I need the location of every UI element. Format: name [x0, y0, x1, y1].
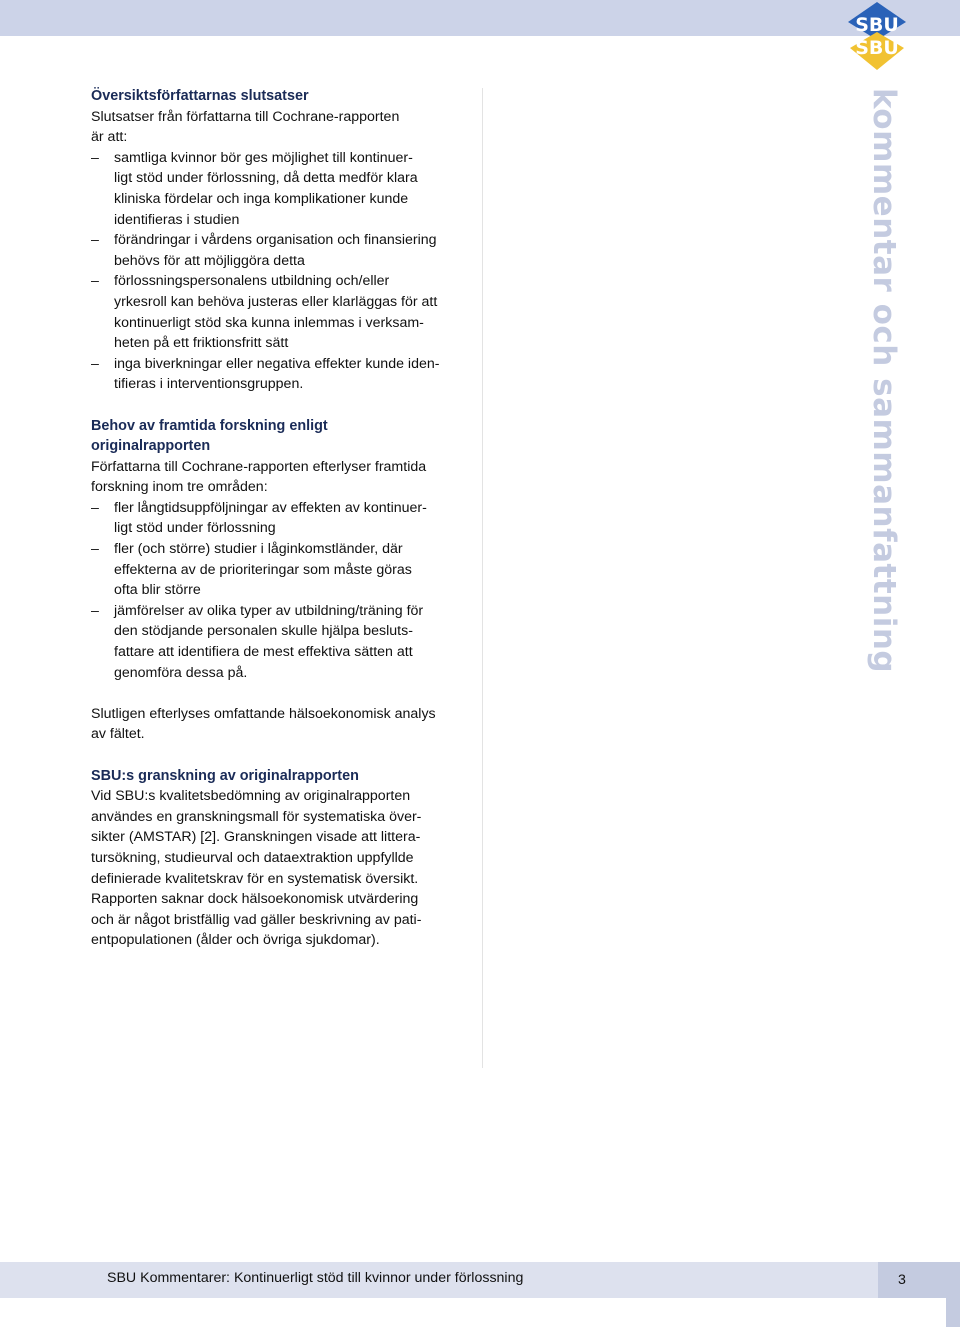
closing-line: Slutligen efterlyses omfattande hälsoekonomisk analys: [91, 705, 436, 722]
section1-list: [91, 148, 466, 395]
spacer: [91, 395, 466, 416]
item-line: den stödjande personalen skulle hjälpa besluts-: [114, 623, 413, 640]
item-line: fler långtidsuppföljningar av effekten av kontinuer-: [114, 499, 427, 516]
section3-line: tursökning, studieurval och dataextraktion uppfyllde: [91, 849, 414, 866]
heading-line: Behov av framtida forskning enligt: [91, 417, 328, 434]
spacer: [91, 745, 466, 766]
section3-heading: SBU:s granskning av originalrapporten: [91, 767, 359, 784]
dash-bullet: –: [91, 273, 99, 290]
section3-line: entpopulationen (ålder och övriga sjukdomar).: [91, 932, 380, 949]
item-line: genomföra dessa på.: [114, 664, 248, 681]
section2-heading: [91, 416, 466, 457]
list-item: [91, 230, 466, 271]
item-line: heten på ett friktionsfritt sätt: [114, 335, 289, 352]
section3-line: och är något bristfällig vad gäller beskrivning av pati-: [91, 911, 422, 928]
item-line: jämförelser av olika typer av utbildning/träning för: [114, 602, 424, 619]
spacer: [91, 683, 466, 704]
page-edge-band: [946, 1262, 960, 1327]
item-line: ofta blir större: [114, 582, 201, 599]
dash-bullet: –: [91, 499, 99, 516]
list-item: [91, 498, 466, 539]
footer-title: SBU Kommentarer: Kontinuerligt stöd till kvinnor under förlossning: [107, 1270, 524, 1286]
section2-line: forskning inom tre områden:: [91, 479, 268, 496]
heading-line: originalrapporten: [91, 438, 211, 455]
list-item: [91, 271, 466, 353]
section3-line: sikter (AMSTAR) [2]. Granskningen visade att littera-: [91, 829, 421, 846]
item-line: inga biverkningar eller negativa effekter kunde iden-: [114, 355, 440, 372]
section3-line: användes en granskningsmall för systematiska över-: [91, 808, 422, 825]
side-title: kommentar och sammanfattning: [866, 88, 902, 674]
dash-bullet: –: [91, 355, 99, 372]
dash-bullet: –: [91, 541, 99, 558]
section2-list: [91, 498, 466, 683]
item-line: förändringar i vårdens organisation och finansiering: [114, 232, 437, 249]
item-line: fattare att identifiera de mest effektiva sätten att: [114, 644, 413, 661]
logo-text-bottom: SBU: [855, 37, 899, 59]
dash-bullet: –: [91, 602, 99, 619]
section3-line: Rapporten saknar dock hälsoekonomisk utvärdering: [91, 891, 419, 908]
item-line: ligt stöd under förlossning: [114, 520, 276, 537]
main-content: [91, 86, 466, 951]
top-band: [0, 0, 960, 36]
list-item: [91, 539, 466, 601]
item-line: identifieras i studien: [114, 211, 240, 228]
section2-line: Författarna till Cochrane-rapporten efterlyser framtida: [91, 458, 427, 475]
item-line: yrkesroll kan behöva justeras eller klarläggas för att: [114, 293, 438, 310]
item-line: ligt stöd under förlossning, då detta medför klara: [114, 170, 418, 187]
item-line: kontinuerligt stöd ska kunna inlemmas i verksam-: [114, 314, 424, 331]
section1-line: är att:: [91, 129, 128, 146]
section3-line: Vid SBU:s kvalitetsbedömning av originalrapporten: [91, 788, 411, 805]
dash-bullet: –: [91, 149, 99, 166]
item-line: effekterna av de prioriteringar som måste göras: [114, 561, 412, 578]
list-item: [91, 148, 466, 230]
item-line: behövs för att möjliggöra detta: [114, 252, 305, 269]
section3-line: definierade kvalitetskrav för en systematisk översikt.: [91, 870, 419, 887]
item-line: tifieras i interventionsgruppen.: [114, 376, 304, 393]
item-line: samtliga kvinnor bör ges möjlighet till kontinuer-: [114, 149, 413, 166]
item-line: fler (och större) studier i låginkomstländer, där: [114, 541, 403, 558]
item-line: kliniska fördelar och inga komplikationer kunde: [114, 190, 409, 207]
column-divider: [482, 88, 483, 1068]
dash-bullet: –: [91, 232, 99, 249]
section1-heading: Översiktsförfattarnas slutsatser: [91, 88, 309, 104]
list-item: [91, 354, 466, 395]
logo-text-top: SBU: [855, 14, 899, 36]
page-number: 3: [878, 1262, 946, 1298]
list-item: [91, 601, 466, 683]
sbu-logo: [846, 0, 908, 72]
section1-line: Slutsatser från författarna till Cochrane-rapporten: [91, 108, 400, 125]
closing-line: av fältet.: [91, 726, 145, 743]
item-line: förlossningspersonalens utbildning och/eller: [114, 273, 390, 290]
